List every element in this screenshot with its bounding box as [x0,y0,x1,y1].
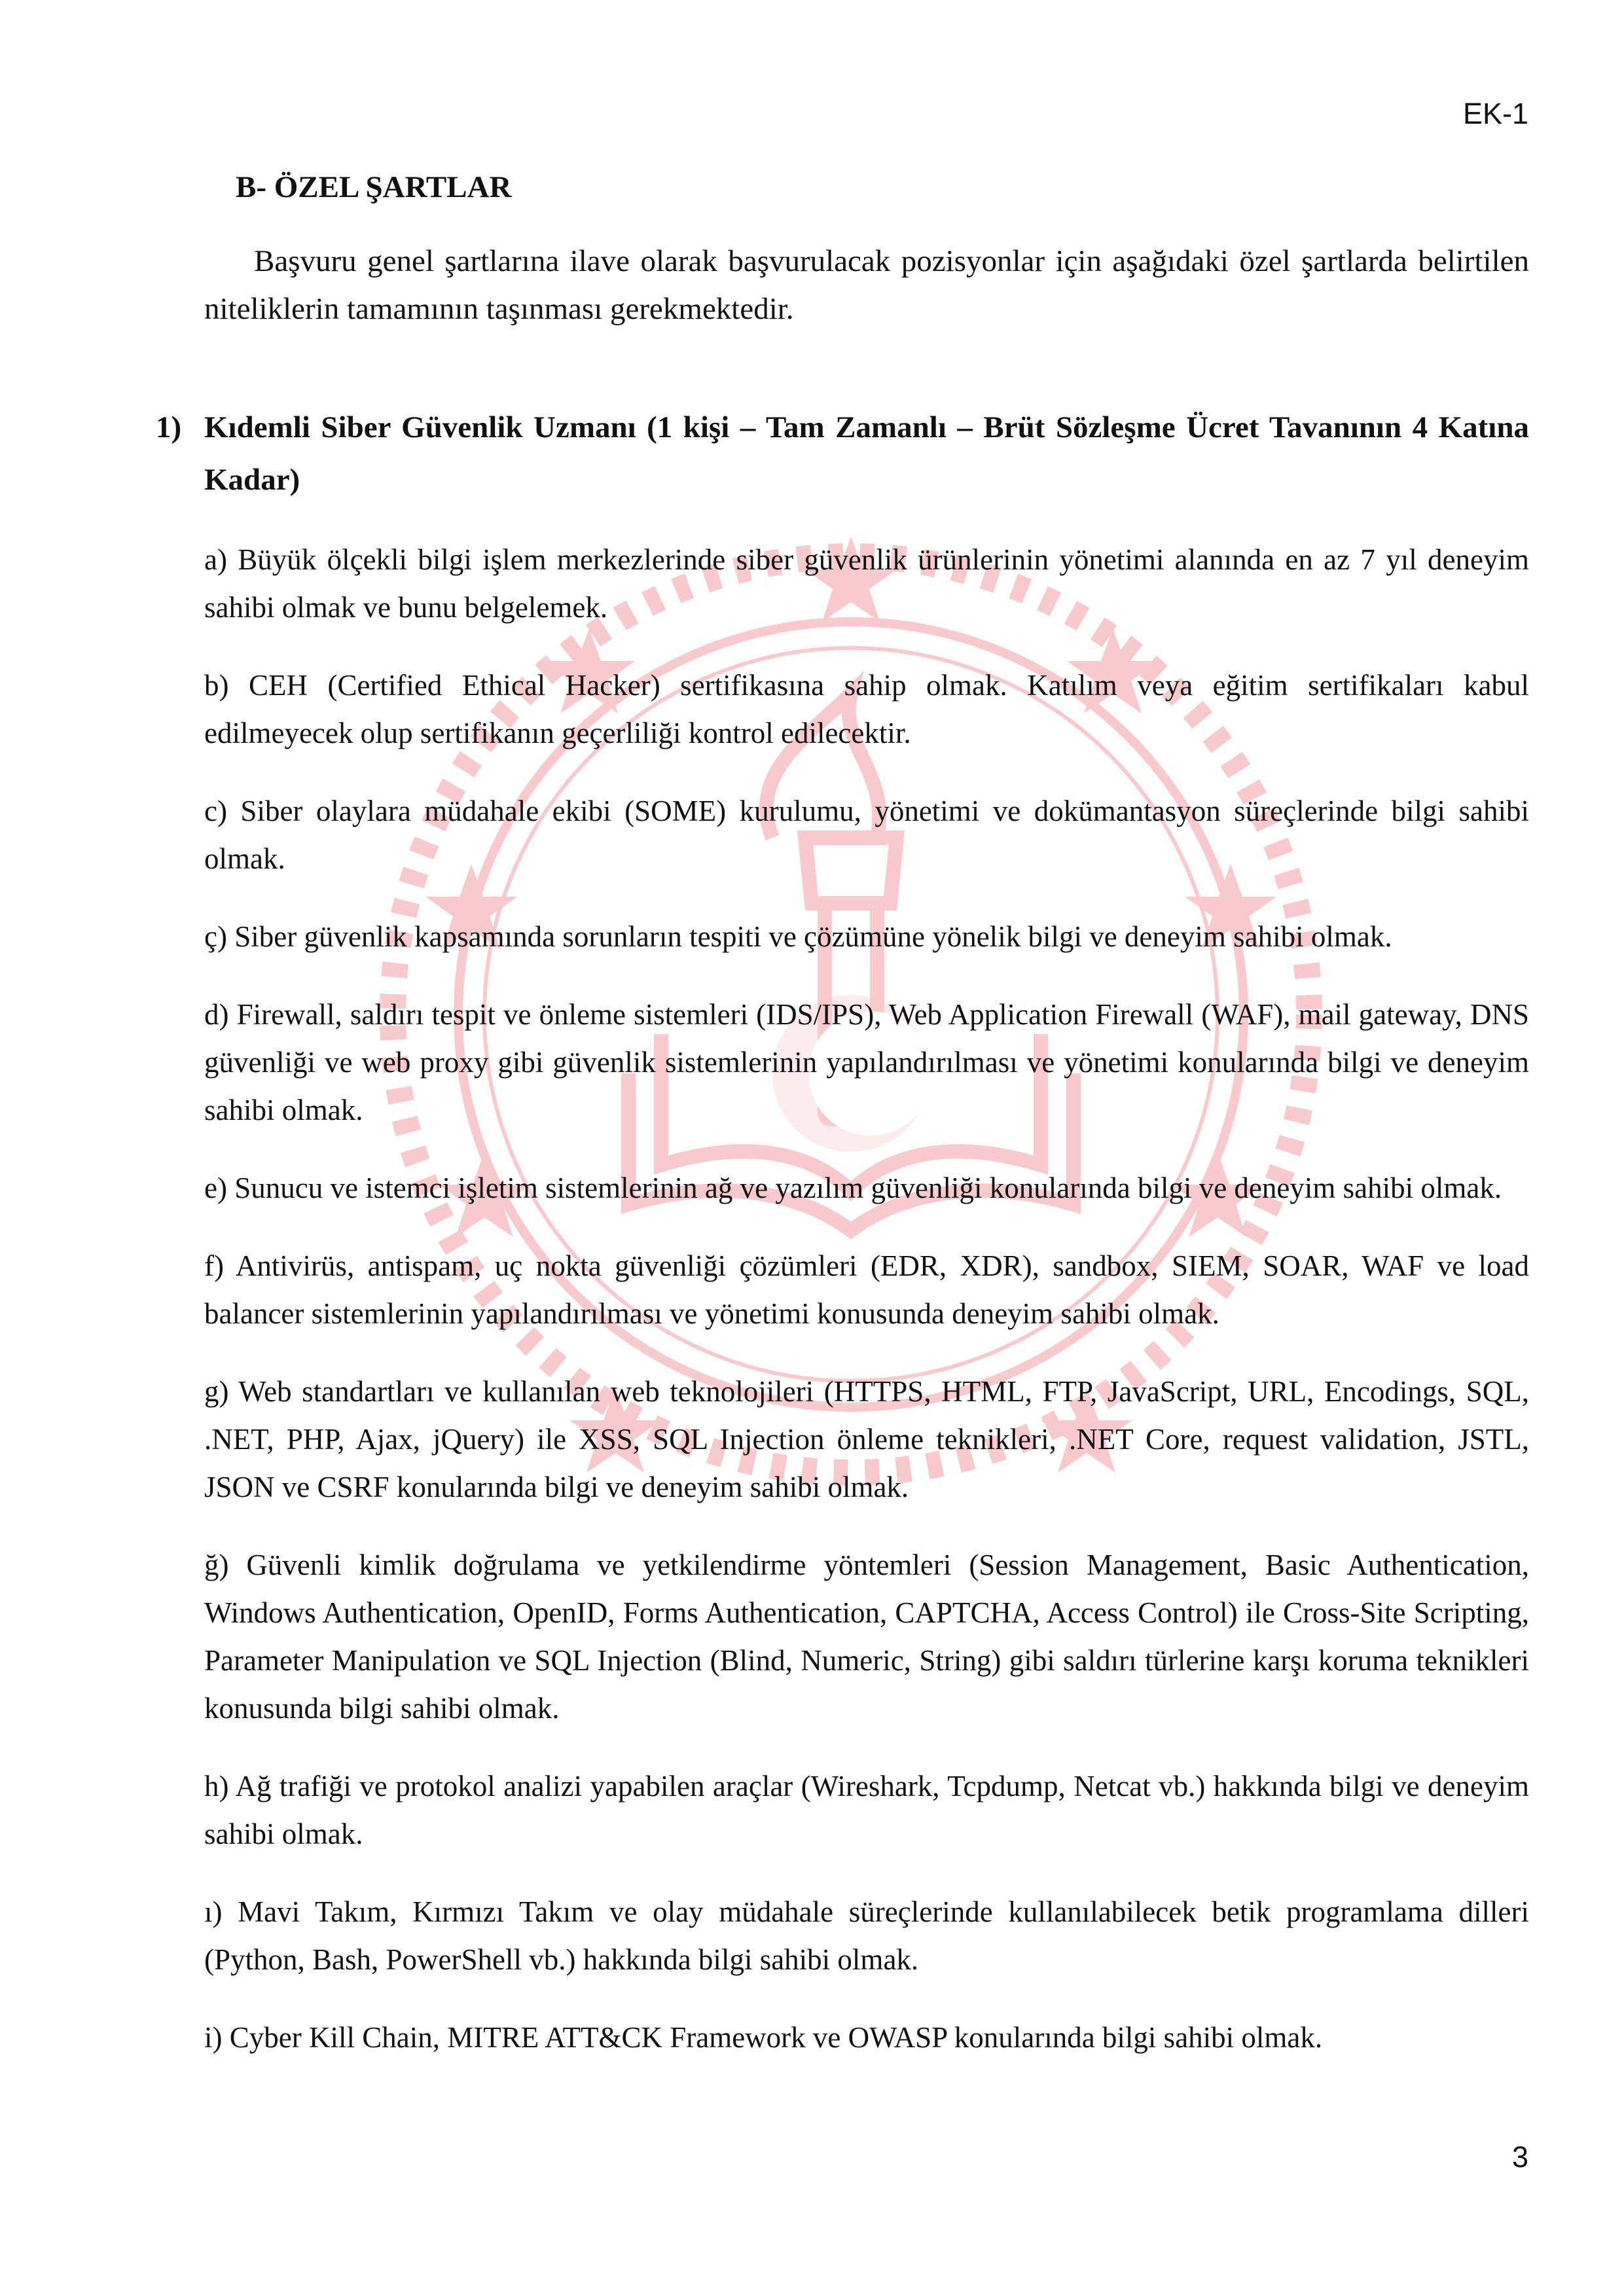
requirement-item: a) Büyük ölçekli bilgi işlem merkezlerinde siber güvenlik ürünlerinin yönetimi alanında en az 7 yıl deneyim sahibi olmak ve bunu belgelemek. [204,543,1529,624]
requirement-item: h) Ağ trafiği ve protokol analizi yapabilen araçlar (Wireshark, Tcpdump, Netcat vb.) hakkında bilgi ve deneyim sahibi olmak. [204,1770,1529,1850]
document-body [156,164,1529,2092]
position-title: Kıdemli Siber Güvenlik Uzmanı (1 kişi – Tam Zamanlı – Brüt Sözleşme Ücret Tavanının 4 Katına Kadar) [204,410,1529,497]
requirement-item: f) Antivirüs, antispam, uç nokta güvenliği çözümleri (EDR, XDR), sandbox, SIEM, SOAR, WAF ve load balancer sistemlerinin yapılandırılması ve yönetimi konusunda deneyim sahibi olmak. [204,1249,1529,1330]
requirement-item: ç) Siber güvenlik kapsamında sorunların tespiti ve çözümüne yönelik bilgi ve deneyim sahibi olmak. [204,920,1392,953]
position-heading [156,401,1529,506]
intro-paragraph: Başvuru genel şartlarına ilave olarak başvurulacak pozisyonlar için aşağıdaki özel şartlarda belirtilen niteliklerin tamamının taşınması gerekmektedir. [204,244,1529,326]
requirement-item: d) Firewall, saldırı tespit ve önleme sistemleri (IDS/IPS), Web Application Firewall (WAF), mail gateway, DNS güvenliği ve web proxy gibi güvenlik sistemlerinin yapılandırılması ve yönetimi konularında bilgi ve deneyim sahibi olmak. [204,998,1529,1126]
page-number: 3 [1511,2140,1528,2174]
position-number: 1) [156,410,182,444]
requirement-item: e) Sunucu ve istemci işletim sistemlerinin ağ ve yazılım güvenliği konularında bilgi ve deneyim sahibi olmak. [204,1172,1502,1204]
requirement-item: ı) Mavi Takım, Kırmızı Takım ve olay müdahale süreçlerinde kullanılabilecek betik programlama dilleri (Python, Bash, PowerShell vb.) hakkında bilgi sahibi olmak. [204,1895,1529,1976]
requirement-item: g) Web standartları ve kullanılan web teknolojileri (HTTPS, HTML, FTP, JavaScript, URL, Encodings, SQL, .NET, PHP, Ajax, jQuery) ile XSS, SQL Injection önleme teknikleri, .NET Core, request validation, JSTL, JSON ve CSRF konularında bilgi ve deneyim sahibi olmak. [204,1375,1529,1503]
requirement-item: c) Siber olaylara müdahale ekibi (SOME) kurulumu, yönetimi ve dokümantasyon süreçlerinde bilgi sahibi olmak. [204,795,1529,875]
requirement-item: ğ) Güvenli kimlik doğrulama ve yetkilendirme yöntemleri (Session Management, Basic Authentication, Windows Authentication, OpenID, Forms Authentication, CAPTCHA, Access Control) ile Cross-Site Scripting, Parameter Manipulation ve SQL Injection (Blind, Numeric, String) gibi saldırı türlerine karşı koruma teknikleri konusunda bilgi sahibi olmak. [204,1549,1529,1725]
requirement-item: i) Cyber Kill Chain, MITRE ATT&CK Framework ve OWASP konularında bilgi sahibi olmak. [204,2021,1323,2054]
requirement-item: b) CEH (Certified Ethical Hacker) sertifikasına sahip olmak. Katılım veya eğitim sertifikaları kabul edilmeyecek olup sertifikanın geçerliliği kontrol edilecektir. [204,669,1529,749]
section-title: B- ÖZEL ŞARTLAR [236,170,512,204]
annex-label: EK-1 [1462,97,1528,130]
